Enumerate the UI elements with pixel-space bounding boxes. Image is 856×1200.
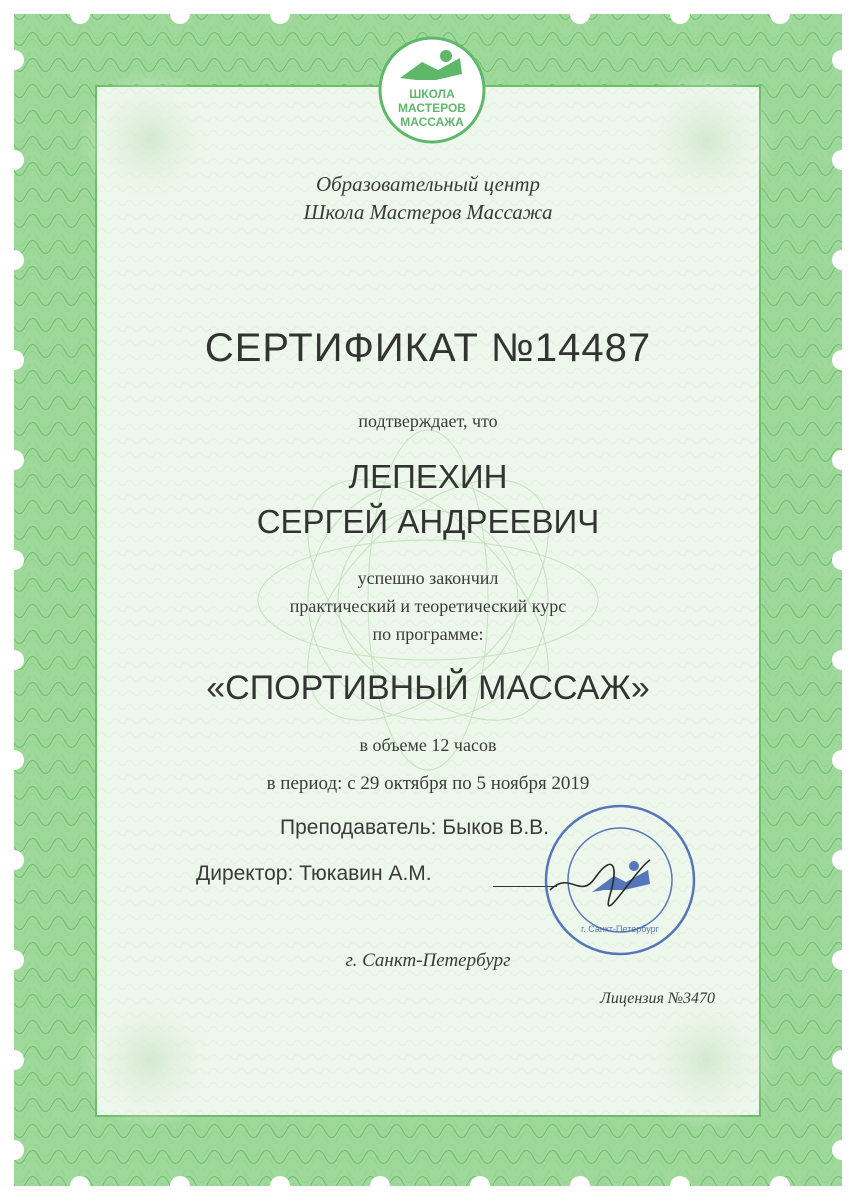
- course-title: «СПОРТИВНЫЙ МАССАЖ»: [206, 669, 650, 707]
- svg-text:ШКОЛА: ШКОЛА: [409, 87, 455, 101]
- svg-text:г. Санкт-Петербург: г. Санкт-Петербург: [581, 924, 659, 934]
- teacher-line: Преподаватель: Быков В.В.: [280, 816, 549, 839]
- certificate-title: СЕРТИФИКАТ №14487: [204, 326, 652, 370]
- course-period: в период: с 29 октября по 5 ноября 2019: [266, 773, 590, 794]
- organization-line-1: Образовательный центр: [315, 172, 541, 196]
- organization-line-2: Школа Мастеров Массажа: [303, 200, 553, 224]
- svg-text:МАССАЖА: МАССАЖА: [400, 115, 464, 129]
- completion-text-line-3: по программе:: [372, 624, 484, 644]
- city: г. Санкт-Петербург: [345, 950, 511, 971]
- recipient-surname: ЛЕПЕХИН: [348, 458, 508, 495]
- recipient-given-names: СЕРГЕЙ АНДРЕЕВИЧ: [256, 503, 600, 540]
- svg-text:МАСТЕРОВ: МАСТЕРОВ: [398, 101, 466, 115]
- massage-logo-icon: [376, 34, 488, 146]
- course-volume: в объеме 12 часов: [359, 735, 497, 755]
- completion-text-line-2: практический и теоретический курс: [289, 596, 567, 616]
- license-number: Лицензия №3470: [600, 990, 716, 1007]
- confirms-text: подтверждает, что: [358, 411, 498, 431]
- director-line: Директор: Тюкавин А.М.: [196, 862, 432, 885]
- seal-stamp-icon: [540, 800, 700, 960]
- completion-text-line-1: успешно закончил: [357, 568, 499, 588]
